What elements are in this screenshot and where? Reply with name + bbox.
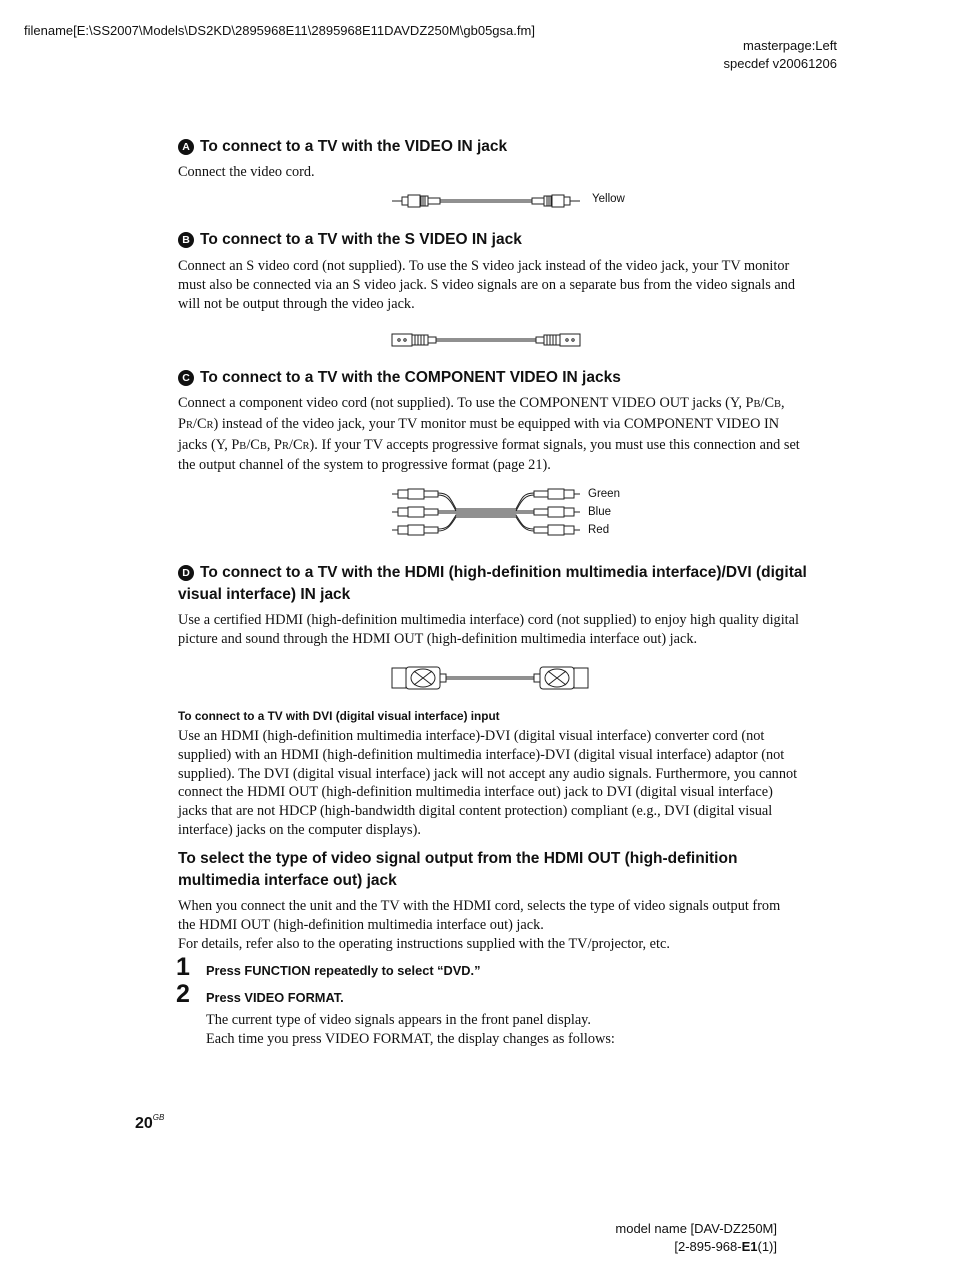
- section-c-body-part1: Connect a component video cord (not supplied). To use the COMPONENT VIDEO OUT jacks (Y, P: [178, 395, 754, 411]
- section-c-body-part2b: , P: [266, 436, 282, 453]
- component-video-cord-illustration: [390, 485, 582, 541]
- section-a-title: To connect to a TV with the VIDEO IN jack: [200, 138, 508, 155]
- sub-r: R: [302, 440, 310, 452]
- filename-line: filename[E:\SS2007\Models\DS2KD\2895968E11\2895968E11DAVDZ250M\gb05gsa.fm]: [24, 23, 535, 38]
- step-2-text: Press VIDEO FORMAT.: [206, 990, 344, 1005]
- c-letter: C: [292, 436, 303, 453]
- code-suffix: (1)]: [757, 1239, 777, 1254]
- step-2-line1: The current type of video signals appears in the front panel display.: [206, 1012, 591, 1028]
- right-plug-blue: [534, 507, 580, 517]
- c-letter: C: [250, 436, 260, 453]
- code-bold: E1: [741, 1239, 758, 1254]
- step-1-text: Press FUNCTION repeatedly to select “DVD.”: [206, 963, 481, 978]
- page-number: [135, 1113, 164, 1133]
- right-plug-red: [534, 525, 580, 535]
- red-label: Red: [588, 524, 610, 536]
- s-video-cord-illustration: [390, 331, 582, 349]
- section-c-heading: [178, 367, 818, 389]
- dvi-body: Use an HDMI (high-definition multimedia interface)-DVI (digital visual interface) converter cord (not supplied) with an HDMI (high-definition multimedia interface)-DVI (digital visual interface) adaptor (not supplied). The DVI (digital visual interface) jack will not accept any audio signals. Furthermore, you cannot connect the HDMI OUT (high-definition multimedia interface out) jack to DVI (digital visual interface) jacks that are not HDCP (high-bandwidth digital content protection) compliant (e.g., DVI (digital visual interface) jacks on the computer displays).: [178, 728, 798, 838]
- step-2-line2: Each time you press VIDEO FORMAT, the display changes as follows:: [206, 1030, 615, 1047]
- c-letter: C: [764, 395, 774, 411]
- select-body: [178, 897, 800, 953]
- step-2-number: 2: [176, 980, 190, 1008]
- sub-b: B: [239, 440, 247, 452]
- yellow-label: Yellow: [592, 193, 625, 205]
- page-number-suffix: GB: [152, 1113, 165, 1122]
- sub-r: R: [206, 419, 214, 431]
- page-number-value: 20: [135, 1115, 153, 1132]
- section-d-badge: D: [178, 565, 194, 581]
- section-c-body-part2: , P: [178, 395, 785, 432]
- select-body-para1: When you connect the unit and the TV with the HDMI cord, selects the type of video signals output from the HDMI OUT (high-definition multimedia interface out) jack.: [178, 898, 781, 933]
- slash: /: [192, 415, 197, 432]
- section-c-body: [178, 394, 800, 475]
- section-b-heading: [178, 229, 818, 251]
- step-2-description: [206, 1011, 806, 1049]
- sub-r: R: [185, 419, 193, 431]
- left-plug-red: [392, 525, 438, 535]
- select-body-para2: For details, refer also to the operating instructions supplied with the TV/projector, etc.: [178, 935, 670, 952]
- video-cord-illustration: [390, 191, 582, 211]
- sub-b: B: [259, 440, 267, 452]
- model-name: model name [DAV-DZ250M]: [615, 1221, 777, 1236]
- specdef-label: specdef v20061206: [723, 56, 837, 71]
- section-c-body-part3: ) instead of the video jack, your TV monitor must be equipped with via COMPONENT VIDEO IN jacks (Y, P: [178, 415, 780, 453]
- dvi-subheading: To connect to a TV with DVI (digital visual interface) input: [178, 709, 500, 723]
- section-a-body: Connect the video cord.: [178, 164, 315, 180]
- code-prefix: [2-895-968-: [674, 1239, 742, 1254]
- select-heading: To select the type of video signal output from the HDMI OUT (high-definition multimedia interface out) jack: [178, 850, 738, 889]
- right-plug-green: [534, 489, 580, 499]
- green-label: Green: [588, 488, 620, 500]
- sub-r: R: [281, 440, 289, 452]
- section-a-badge: A: [178, 139, 194, 155]
- section-b-body: Connect an S video cord (not supplied). To use the S video jack instead of the video jack, your TV monitor must also be connected via an S video jack. S video signals are on a separate bus from the video signals and will not be output through the video jack.: [178, 258, 795, 312]
- left-plug-blue: [392, 507, 438, 517]
- left-plug-green: [392, 489, 438, 499]
- slash: /: [246, 436, 251, 453]
- section-b-badge: B: [178, 232, 194, 248]
- section-d-heading: [178, 562, 818, 606]
- c-letter: C: [196, 415, 207, 432]
- sub-b: B: [753, 399, 761, 410]
- sub-b: B: [774, 399, 782, 410]
- section-b-title: To connect to a TV with the S VIDEO IN jack: [200, 231, 522, 248]
- section-c-title: To connect to a TV with the COMPONENT VIDEO IN jacks: [200, 369, 621, 386]
- document-code: [674, 1238, 777, 1256]
- section-c-body-part4: ). If your TV accepts progressive format signals, you must use this connection and set the output channel of the system to progressive format (page 21).: [178, 436, 800, 474]
- slash: /: [288, 436, 293, 453]
- section-d-body: Use a certified HDMI (high-definition multimedia interface) cord (not supplied) to enjoy high quality digital picture and sound through the HDMI OUT (high-definition multimedia interface out) jack.: [178, 612, 799, 647]
- section-c-badge: C: [178, 370, 194, 386]
- blue-label: Blue: [588, 506, 612, 518]
- hdmi-cord-illustration: [390, 665, 590, 691]
- section-a-heading: [178, 136, 818, 158]
- slash: /: [760, 395, 765, 411]
- masterpage-label: masterpage:Left: [743, 38, 837, 53]
- section-d-title: To connect to a TV with the HDMI (high-definition multimedia interface)/DVI (digital visual interface) IN jack: [178, 564, 807, 603]
- step-1-number: 1: [176, 953, 190, 981]
